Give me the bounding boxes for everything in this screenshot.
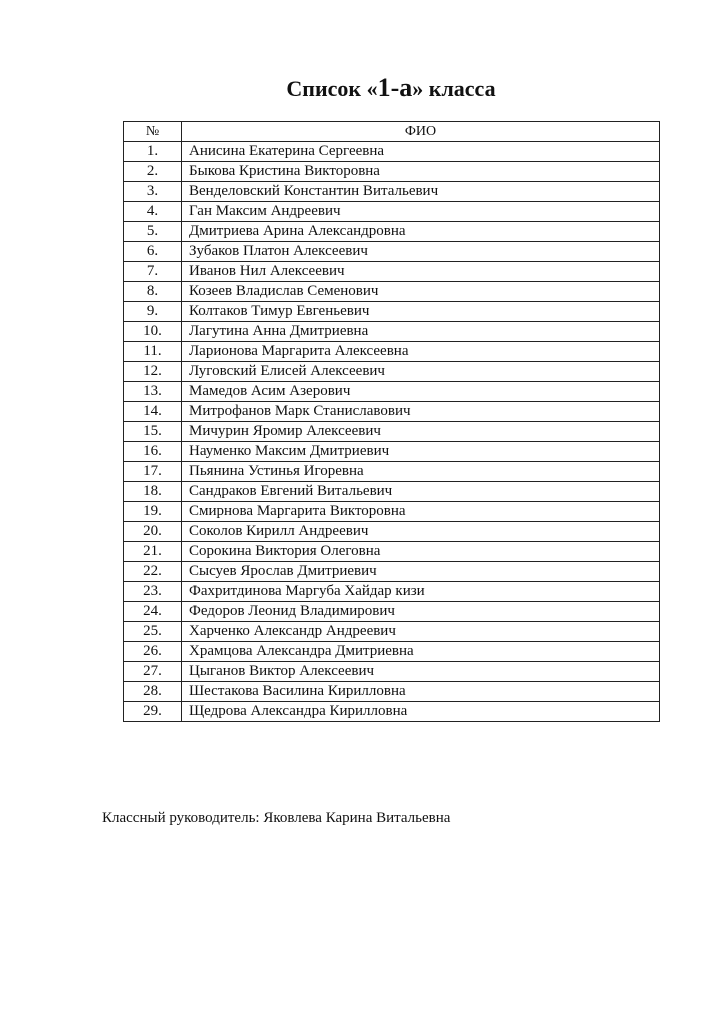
row-number: 24. [124, 602, 182, 622]
row-number: 19. [124, 502, 182, 522]
row-number: 3. [124, 182, 182, 202]
column-header-number: № [124, 122, 182, 142]
table-row [124, 702, 660, 722]
table-row [124, 422, 660, 442]
row-number: 17. [124, 462, 182, 482]
student-name: Сысуев Ярослав Дмитриевич [182, 562, 660, 582]
table-row [124, 462, 660, 482]
row-number: 8. [124, 282, 182, 302]
column-header-fio: ФИО [182, 122, 660, 142]
table-header-row [124, 122, 660, 142]
row-number: 21. [124, 542, 182, 562]
table-row [124, 362, 660, 382]
teacher-label: Классный руководитель: [102, 810, 260, 826]
table-row [124, 162, 660, 182]
student-name: Цыганов Виктор Алексеевич [182, 662, 660, 682]
table-row [124, 142, 660, 162]
table-body [124, 142, 660, 722]
student-name: Щедрова Александра Кирилловна [182, 702, 660, 722]
student-name: Сандраков Евгений Витальевич [182, 482, 660, 502]
table-row [124, 522, 660, 542]
student-name: Луговский Елисей Алексеевич [182, 362, 660, 382]
row-number: 2. [124, 162, 182, 182]
student-name: Пьянина Устинья Игоревна [182, 462, 660, 482]
row-number: 15. [124, 422, 182, 442]
row-number: 14. [124, 402, 182, 422]
student-name: Ларионова Маргарита Алексеевна [182, 342, 660, 362]
table-row [124, 442, 660, 462]
row-number: 22. [124, 562, 182, 582]
student-name: Иванов Нил Алексеевич [182, 262, 660, 282]
student-name: Дмитриева Арина Александровна [182, 222, 660, 242]
student-name: Харченко Александр Андреевич [182, 622, 660, 642]
student-name: Мамедов Асим Азерович [182, 382, 660, 402]
student-name: Зубаков Платон Алексеевич [182, 242, 660, 262]
student-name: Мичурин Яромир Алексеевич [182, 422, 660, 442]
table-row [124, 502, 660, 522]
table-row [124, 282, 660, 302]
table-row [124, 182, 660, 202]
student-name: Храмцова Александра Дмитриевна [182, 642, 660, 662]
row-number: 23. [124, 582, 182, 602]
student-name: Козеев Владислав Семенович [182, 282, 660, 302]
table-row [124, 382, 660, 402]
table-row [124, 242, 660, 262]
table-row [124, 542, 660, 562]
student-name: Быкова Кристина Викторовна [182, 162, 660, 182]
row-number: 5. [124, 222, 182, 242]
student-name: Сорокина Виктория Олеговна [182, 542, 660, 562]
table-row [124, 202, 660, 222]
row-number: 28. [124, 682, 182, 702]
row-number: 27. [124, 662, 182, 682]
table-row [124, 562, 660, 582]
student-name: Шестакова Василина Кирилловна [182, 682, 660, 702]
row-number: 13. [124, 382, 182, 402]
row-number: 18. [124, 482, 182, 502]
table-row [124, 222, 660, 242]
class-teacher-line [102, 808, 450, 828]
table-row [124, 302, 660, 322]
student-name: Соколов Кирилл Андреевич [182, 522, 660, 542]
row-number: 4. [124, 202, 182, 222]
table-row [124, 682, 660, 702]
row-number: 10. [124, 322, 182, 342]
student-name: Фахритдинова Маргуба Хайдар кизи [182, 582, 660, 602]
student-list-table [123, 121, 660, 722]
student-name: Колтаков Тимур Евгеньевич [182, 302, 660, 322]
row-number: 9. [124, 302, 182, 322]
row-number: 6. [124, 242, 182, 262]
title-prefix: Список « [286, 76, 378, 101]
table-row [124, 662, 660, 682]
student-name: Лагутина Анна Дмитриевна [182, 322, 660, 342]
student-name: Смирнова Маргарита Викторовна [182, 502, 660, 522]
table-row [124, 322, 660, 342]
row-number: 25. [124, 622, 182, 642]
table-row [124, 582, 660, 602]
student-name: Ган Максим Андреевич [182, 202, 660, 222]
title-suffix: » класса [412, 76, 496, 101]
row-number: 11. [124, 342, 182, 362]
student-name: Федоров Леонид Владимирович [182, 602, 660, 622]
table-row [124, 402, 660, 422]
student-name: Анисина Екатерина Сергеевна [182, 142, 660, 162]
page-title [0, 74, 724, 103]
student-name: Митрофанов Марк Станиславович [182, 402, 660, 422]
row-number: 20. [124, 522, 182, 542]
teacher-name: Яковлева Карина Витальевна [263, 810, 451, 826]
row-number: 26. [124, 642, 182, 662]
class-name: 1-а [377, 73, 413, 102]
row-number: 16. [124, 442, 182, 462]
row-number: 29. [124, 702, 182, 722]
table-row [124, 622, 660, 642]
table-row [124, 342, 660, 362]
table-row [124, 642, 660, 662]
student-name: Венделовский Константин Витальевич [182, 182, 660, 202]
table-row [124, 482, 660, 502]
table-row [124, 262, 660, 282]
row-number: 7. [124, 262, 182, 282]
student-name: Науменко Максим Дмитриевич [182, 442, 660, 462]
table-row [124, 602, 660, 622]
row-number: 1. [124, 142, 182, 162]
row-number: 12. [124, 362, 182, 382]
